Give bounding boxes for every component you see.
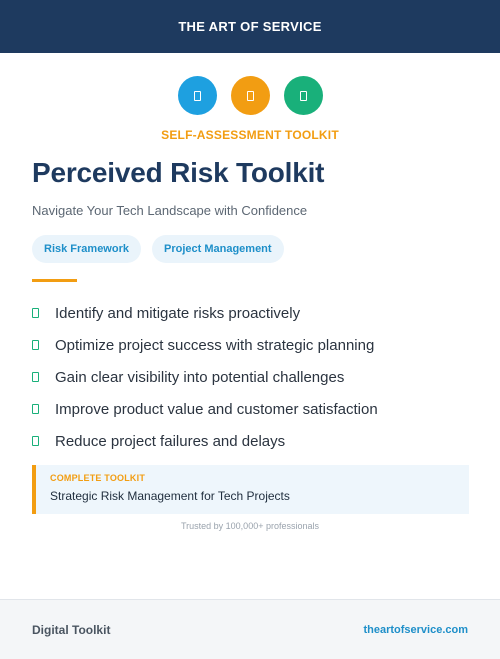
trust-note: Trusted by 100,000+ professionals: [180, 521, 319, 531]
feature-text: Reduce project failures and delays: [55, 432, 286, 450]
check-icon: [32, 340, 39, 350]
footer-label: Digital Toolkit: [32, 622, 111, 637]
page-title: Perceived Risk Toolkit: [32, 157, 325, 188]
tag-project-management[interactable]: Project Management: [152, 235, 284, 263]
blue-icon: [178, 76, 217, 115]
check-icon: [32, 436, 39, 446]
footer: [0, 599, 500, 659]
website-link[interactable]: theartofservice.com: [363, 623, 468, 636]
feature-text: Improve product value and customer satisfaction: [55, 400, 378, 418]
icon-row: [0, 76, 500, 115]
check-icon: [32, 308, 39, 318]
orange-icon: [231, 76, 270, 115]
feature-item: [32, 297, 378, 329]
accent-divider: [32, 279, 77, 282]
callout-label: COMPLETE TOOLKIT: [50, 473, 146, 483]
check-icon: [32, 372, 39, 382]
feature-list: [32, 297, 378, 457]
feature-item: [32, 361, 378, 393]
page-subtitle: Navigate Your Tech Landscape with Confidence: [32, 203, 308, 218]
feature-text: Optimize project success with strategic planning: [55, 336, 375, 354]
feature-item: [32, 393, 378, 425]
brand-name: THE ART OF SERVICE: [178, 19, 322, 34]
callout-text: Strategic Risk Management for Tech Projects: [50, 489, 290, 503]
kicker-label: SELF-ASSESSMENT TOOLKIT: [161, 128, 339, 142]
feature-text: Identify and mitigate risks proactively: [55, 304, 301, 322]
feature-item: [32, 329, 378, 361]
tag-list: [32, 235, 284, 263]
toolkit-callout: [32, 465, 469, 514]
feature-item: [32, 425, 378, 457]
green-icon: [284, 76, 323, 115]
tag-risk-framework[interactable]: Risk Framework: [32, 235, 141, 263]
check-icon: [32, 404, 39, 414]
top-banner: [0, 0, 500, 53]
feature-text: Gain clear visibility into potential challenges: [55, 368, 345, 386]
